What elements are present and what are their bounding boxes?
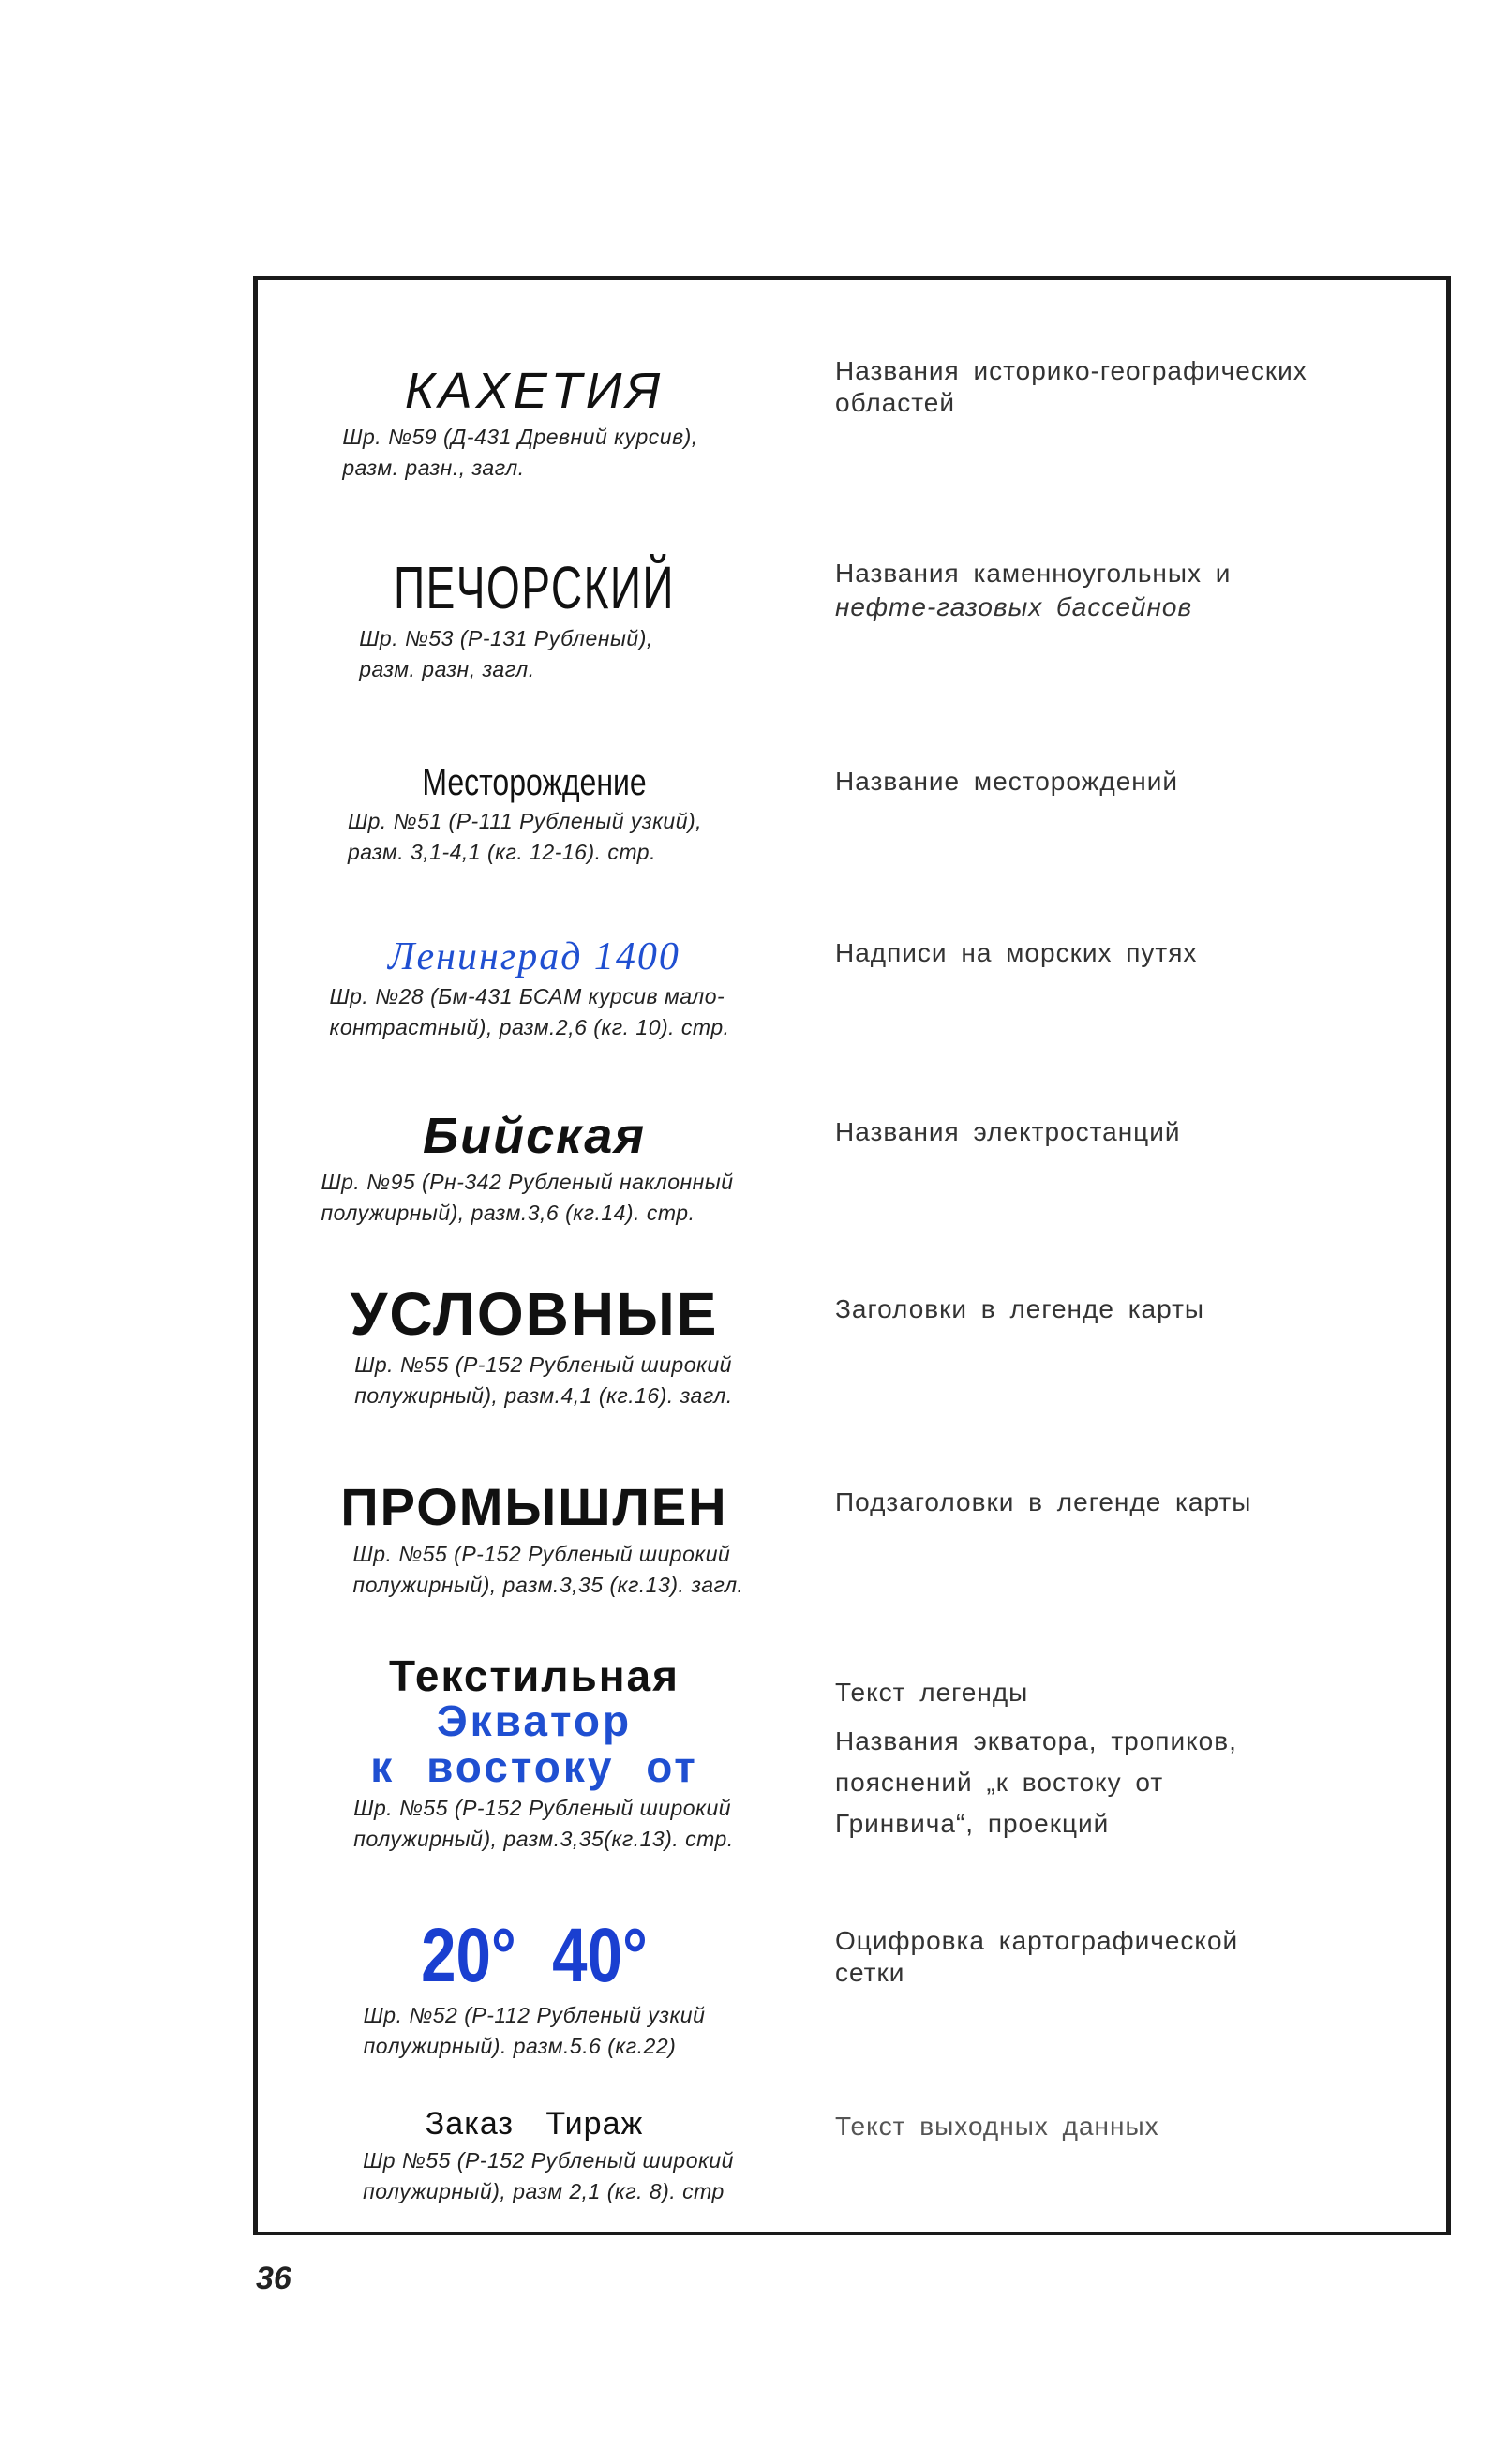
font-caption: Шр. №53 (Р-131 Рубленый), разм. разн, загл. (359, 626, 653, 682)
usage-description: Названия историко-географических областей (835, 356, 1307, 417)
font-caption: Шр. №59 (Д-431 Древний курсив), разм. разн., загл. (342, 424, 698, 480)
table-frame (253, 276, 1451, 2235)
font-sample-blue: Экватор (436, 1696, 633, 1746)
font-sample-cell (258, 1653, 811, 1855)
font-sample: ПЕЧОРСКИЙ (394, 554, 675, 621)
font-sample-cell (258, 365, 811, 484)
font-sample-cell (258, 1110, 811, 1229)
font-sample: ПРОМЫШЛЕН (340, 1477, 728, 1536)
font-sample-cell (258, 1913, 811, 2062)
font-caption: Шр №55 (Р-152 Рубленый широкий полужирный), разм 2,1 (кг. 8). стр (363, 2147, 734, 2203)
usage-description: Надписи на морских путях (835, 938, 1198, 967)
font-caption: Шр. №55 (Р-152 Рубленый широкий полужирный), разм.3,35 (кг.13). загл. (352, 1541, 744, 1597)
usage-description: Название месторождений (835, 767, 1179, 796)
font-sample-cell (258, 1477, 811, 1601)
usage-description: Подзаголовки в легенде карты (835, 1487, 1252, 1516)
font-sample: Заказ Тираж (425, 2106, 644, 2142)
font-sample: Бийская (422, 1108, 647, 1164)
usage-description: Названия электростанций (835, 1117, 1181, 1146)
font-sample-cell (258, 1280, 811, 1411)
font-sample-cell (258, 554, 811, 685)
font-sample: Текстильная (389, 1651, 680, 1700)
usage-description: Заголовки в легенде карты (835, 1294, 1205, 1323)
font-sample: Ленинград 1400 (388, 935, 680, 978)
font-caption: Шр. №28 (Бм-431 БСАМ курсив мало- контрастный), разм.2,6 (кг. 10). стр. (329, 984, 730, 1040)
font-caption: Шр. №55 (Р-152 Рубленый широкий полужирный), разм.4,1 (кг.16). загл. (354, 1352, 733, 1409)
font-caption: Шр. №51 (Р-111 Рубленый узкий), разм. 3,1-4,1 (кг. 12-16). стр. (347, 809, 703, 864)
font-caption: Шр. №55 (Р-152 Рубленый широкий полужирный), разм.3,35(кг.13). стр. (353, 1795, 734, 1851)
font-sample-blue: к востоку от (370, 1741, 698, 1791)
font-sample: Месторождение (422, 762, 647, 803)
font-caption: Шр. №52 (Р-112 Рубленый узкий полужирный). разм.5.6 (кг.22) (363, 2003, 706, 2059)
font-sample-cell (258, 763, 811, 868)
usage-description: Текст легенды Названия экватора, тропиков, пояснений „к востоку от Гринвича“, проекций (835, 1678, 1237, 1838)
page-number: 36 (256, 2261, 291, 2296)
font-sample-cell (258, 936, 811, 1043)
font-sample-blue: 20° 40° (421, 1913, 648, 1998)
usage-description: Оцифровка картографической сетки (835, 1926, 1239, 1987)
font-sample: УСЛОВНЫЕ (350, 1280, 719, 1348)
usage-description: Названия каменноугольных и нефте-газовых бассейнов (835, 559, 1232, 621)
usage-description: Текст выходных данных (835, 2112, 1159, 2141)
font-sample: КАХЕТИЯ (404, 363, 665, 419)
font-caption: Шр. №95 (Рн-342 Рубленый наклонный полужирный), разм.3,6 (кг.14). стр. (321, 1169, 734, 1225)
font-sample-cell (258, 2108, 811, 2207)
